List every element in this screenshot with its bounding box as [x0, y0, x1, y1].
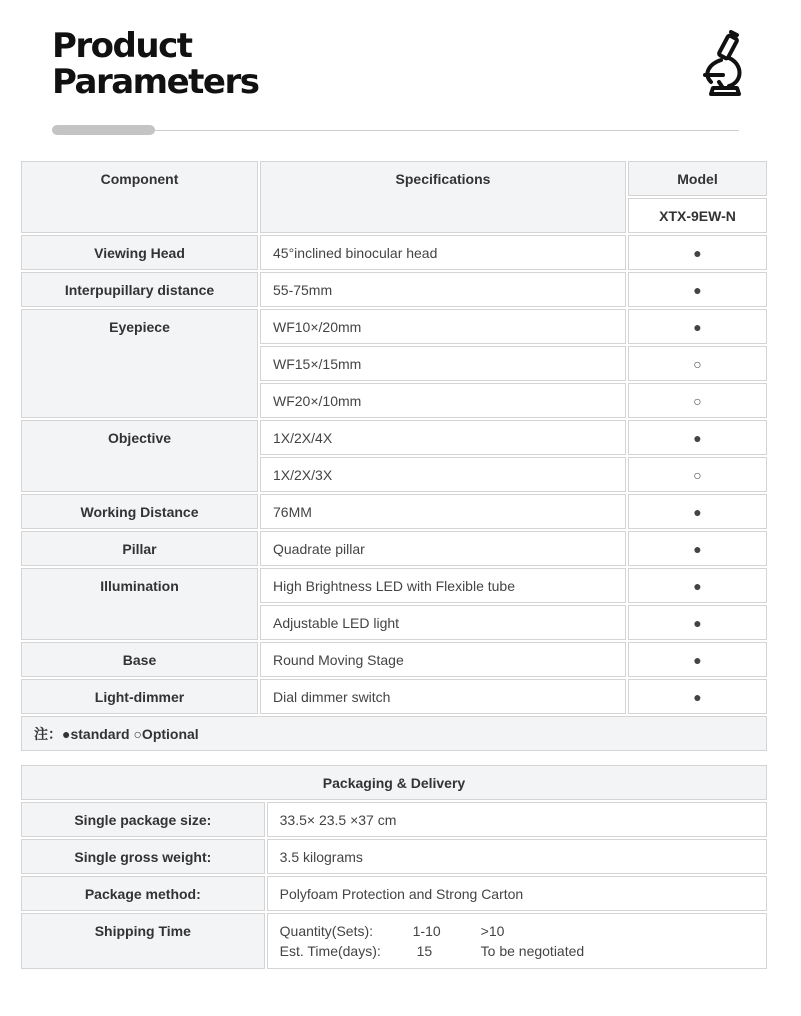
table-row: [21, 494, 767, 529]
component-label: Viewing Head: [21, 235, 258, 270]
spec-table: [19, 159, 769, 753]
title-line-1: Product: [52, 26, 192, 66]
availability-mark: ●: [628, 679, 767, 714]
title-line-2: Parameters: [52, 62, 259, 102]
page-title: [52, 28, 258, 100]
specifications-header: Specifications: [260, 161, 626, 233]
component-label: Eyepiece: [21, 309, 258, 418]
est-time-tier-2: To be negotiated: [480, 943, 585, 959]
spec-value: High Brightness LED with Flexible tube: [260, 568, 626, 603]
availability-mark: ●: [628, 568, 767, 603]
availability-mark: ●: [628, 235, 767, 270]
quantity-label: Quantity(Sets):: [279, 923, 374, 939]
package-size-label: Single package size:: [21, 802, 265, 837]
package-size-value: 33.5× 23.5 ×37 cm: [267, 802, 767, 837]
spec-value: Dial dimmer switch: [260, 679, 626, 714]
spec-value: 45°inclined binocular head: [260, 235, 626, 270]
table-row: [21, 309, 767, 344]
model-name: XTX-9EW-N: [628, 198, 767, 233]
table-row: [21, 642, 767, 677]
package-method-value: Polyfoam Protection and Strong Carton: [267, 876, 767, 911]
availability-mark: ○: [628, 383, 767, 418]
spec-value: WF15×/15mm: [260, 346, 626, 381]
component-label: Interpupillary distance: [21, 272, 258, 307]
model-header: Model: [628, 161, 767, 196]
table-row: [21, 420, 767, 455]
availability-mark: ●: [628, 605, 767, 640]
shipping-time-label: Shipping Time: [21, 913, 265, 969]
shipping-quantity-row: [280, 923, 754, 939]
spec-value: 76MM: [260, 494, 626, 529]
package-method-label: Package method:: [21, 876, 265, 911]
availability-mark: ●: [628, 494, 767, 529]
table-row: [21, 272, 767, 307]
progress-indicator: [52, 125, 155, 135]
packaging-table: [19, 763, 769, 971]
spec-value: 1X/2X/3X: [260, 457, 626, 492]
table-row: [21, 679, 767, 714]
availability-mark: ●: [628, 531, 767, 566]
spec-value: WF20×/10mm: [260, 383, 626, 418]
component-label: Base: [21, 642, 258, 677]
table-row: [21, 568, 767, 603]
spec-value: Quadrate pillar: [260, 531, 626, 566]
spec-value: WF10×/20mm: [260, 309, 626, 344]
component-label: Objective: [21, 420, 258, 492]
availability-mark: ○: [628, 457, 767, 492]
spec-value: Round Moving Stage: [260, 642, 626, 677]
component-label: Pillar: [21, 531, 258, 566]
component-label: Working Distance: [21, 494, 258, 529]
progress-track: [52, 130, 739, 131]
quantity-tier-2: >10: [480, 923, 505, 939]
shipping-time-value: [267, 913, 767, 969]
spec-value: 1X/2X/4X: [260, 420, 626, 455]
availability-mark: ●: [628, 272, 767, 307]
est-time-label: Est. Time(days):: [279, 943, 381, 959]
component-header: Component: [21, 161, 258, 233]
gross-weight-label: Single gross weight:: [21, 839, 265, 874]
component-label: Illumination: [21, 568, 258, 640]
availability-mark: ●: [628, 309, 767, 344]
gross-weight-value: 3.5 kilograms: [267, 839, 767, 874]
quantity-tier-1: 1-10: [412, 923, 441, 939]
component-label: Light-dimmer: [21, 679, 258, 714]
table-row: [21, 531, 767, 566]
spec-value: 55-75mm: [260, 272, 626, 307]
shipping-time-row: [280, 943, 754, 959]
availability-mark: ●: [628, 642, 767, 677]
table-row: [21, 235, 767, 270]
legend-note: 注：●standard ○Optional: [21, 716, 767, 751]
spec-value: Adjustable LED light: [260, 605, 626, 640]
est-time-tier-1: 15: [416, 943, 433, 959]
microscope-icon: [699, 30, 747, 98]
packaging-title: Packaging & Delivery: [21, 765, 767, 800]
availability-mark: ●: [628, 420, 767, 455]
availability-mark: ○: [628, 346, 767, 381]
